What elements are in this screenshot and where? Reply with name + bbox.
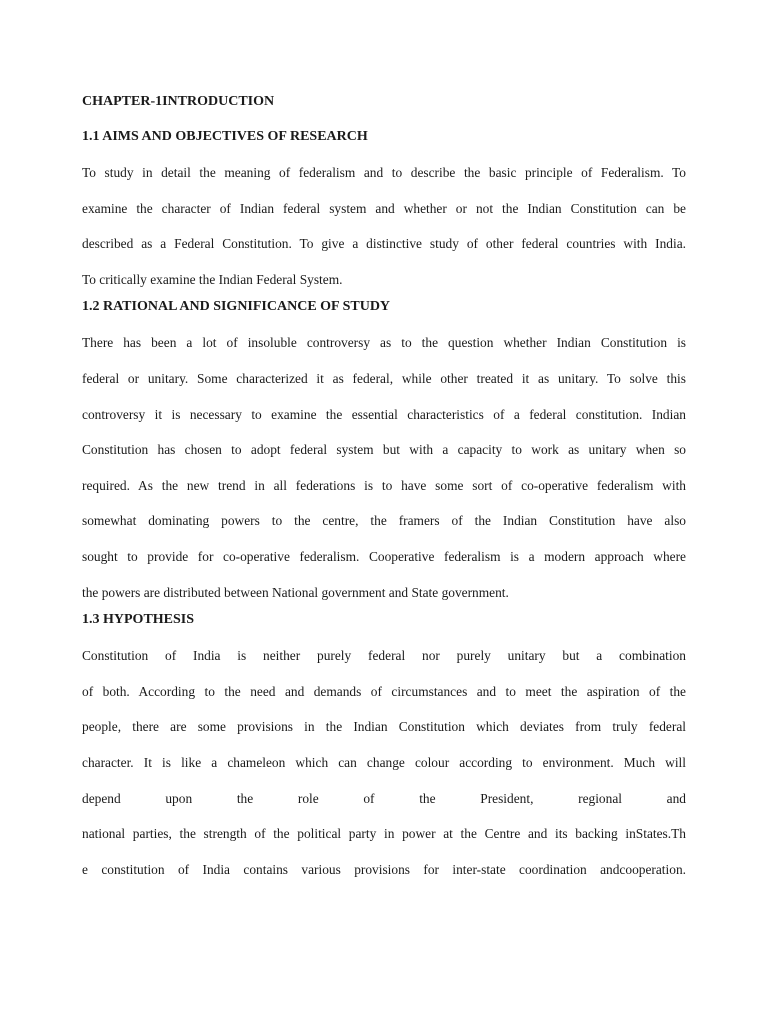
paragraph-line: of both. According to the need and demands of circumstances and to meet the aspiration of the (82, 683, 686, 699)
paragraph-line: There has been a lot of insoluble controversy as to the question whether Indian Constitution is (82, 335, 686, 351)
paragraph-line: described as a Federal Constitution. To give a distinctive study of other federal countries with India. (82, 236, 686, 252)
section-heading-rational: 1.2 RATIONAL AND SIGNIFICANCE OF STUDY (82, 299, 391, 315)
paragraph-line: To study in detail the meaning of federalism and to describe the basic principle of Federalism. To (82, 165, 686, 180)
section-heading-aims: 1.1 AIMS AND OBJECTIVES OF RESEARCH (82, 129, 368, 144)
paragraph-line: the powers are distributed between National government and State government. (82, 584, 509, 600)
paragraph-line: character. It is like a chameleon which can change colour according to environment. Much will (82, 754, 686, 770)
chapter-title: CHAPTER-1INTRODUCTION (82, 94, 275, 109)
paragraph-line: somewhat dominating powers to the centre, the framers of the Indian Constitution have also (82, 513, 686, 529)
document-page (82, 92, 686, 887)
paragraph-line: controversy it is necessary to examine the essential characteristics of a federal constitution. Indian (82, 406, 686, 422)
section-heading-hypothesis: 1.3 HYPOTHESIS (82, 612, 195, 628)
section-body-aims (82, 155, 686, 297)
paragraph-line: Constitution of India is neither purely federal nor purely unitary but a combination (82, 648, 686, 664)
paragraph-line: e constitution of India contains various provisions for inter-state coordination andcooperation. (82, 861, 686, 877)
section-body-hypothesis (82, 638, 686, 887)
paragraph-line: required. As the new trend in all federations is to have some sort of co-operative federalism with (82, 477, 686, 493)
paragraph-line: examine the character of Indian federal system and whether or not the Indian Constitution can be (82, 200, 686, 216)
paragraph-line: federal or unitary. Some characterized it as federal, while other treated it as unitary. To solve this (82, 370, 686, 386)
paragraph-line: national parties, the strength of the political party in power at the Centre and its backing inStates.Th (82, 826, 686, 842)
section-body-rational (82, 325, 686, 610)
paragraph-line: depend upon the role of the President, regional and (82, 790, 686, 806)
paragraph-line: people, there are some provisions in the Indian Constitution which deviates from truly federal (82, 719, 686, 735)
paragraph-line: To critically examine the Indian Federal System. (82, 271, 343, 287)
paragraph-line: sought to provide for co-operative federalism. Cooperative federalism is a modern approach where (82, 548, 686, 564)
paragraph-line: Constitution has chosen to adopt federal system but with a capacity to work as unitary when so (82, 442, 686, 458)
